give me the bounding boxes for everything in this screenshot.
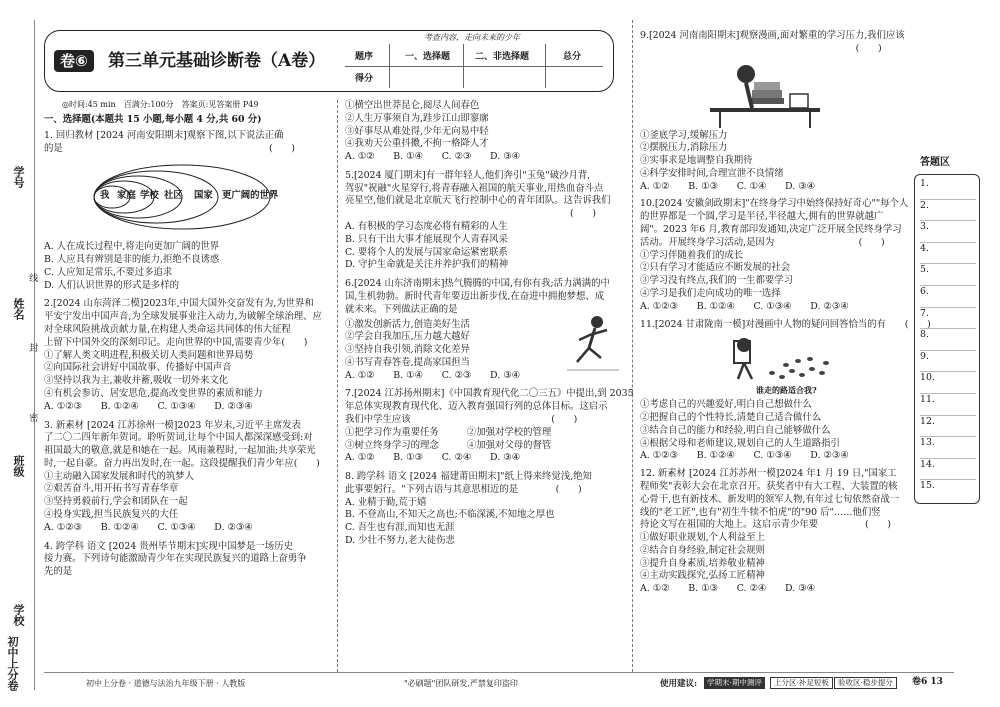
statement: ②向国际社会讲好中国故事、传播好中国声音 <box>44 362 232 374</box>
diagram-label: 更广阔的世界 <box>222 190 279 202</box>
option[interactable]: D. 人们认识世界的形式是多样的 <box>44 279 180 291</box>
school-label: 学校 <box>11 604 25 626</box>
question-text: 活动。开展终身学习活动,是因为 ( ) <box>640 236 885 248</box>
statement: ②艰苦奋斗,用开拓书写青春华章 <box>44 483 179 495</box>
class-label: 班级 <box>11 455 25 477</box>
statement: ③树立终身学习的理念 ④加强对父母的督管 <box>345 439 552 451</box>
question-6 <box>345 278 629 316</box>
stress-cartoon <box>640 58 912 130</box>
answer-line-13[interactable]: 13. <box>920 437 976 459</box>
answer-line-14[interactable]: 14. <box>920 459 976 481</box>
question-5 <box>345 170 629 272</box>
left-margin <box>0 0 36 707</box>
question-text: 对全球风险挑战贡献力量,在构建人类命运共同体的伟大征程 <box>44 324 291 336</box>
question-text: 1. 回归教材 [2024 河南安阳期末]观察下图,以下说法正确 <box>44 129 284 141</box>
option-row[interactable]: A. ①②③ B. ①②④ C. ①③④ D. ②③④ <box>640 450 849 462</box>
brand-label: 初中上分卷 <box>5 636 19 691</box>
diagram-label: 我 <box>100 190 110 202</box>
statement: ③实事求是地调整自我期待 <box>640 155 753 167</box>
cut-mark: 线 <box>27 273 38 282</box>
question-text: 亮星空,他们就是北京航天飞行控制中心的青年团队。这告诉我们 <box>345 195 611 207</box>
question-text: 了二〇二四年新年贺词。聆听贺词,让每个中国人都深深感受到:对 <box>44 432 313 444</box>
statement: ②人生万事须自为,跬步江山即寥廓 <box>345 112 489 124</box>
answer-line-9[interactable]: 9. <box>920 351 976 373</box>
footer-center: "必刷题"团队研发,严禁复印盗印 <box>404 679 518 688</box>
answer-line-6[interactable]: 6. <box>920 286 976 308</box>
student-id-label: 学号 <box>11 166 25 188</box>
runner-illustration <box>561 312 625 376</box>
statement: ②学会自我加压,压力越大越好 <box>345 331 470 343</box>
question-text: 线的"老工匠",也有"初生牛犊不怕虎"的"90 后"……他们竖 <box>640 506 881 518</box>
question-3 <box>44 420 332 535</box>
answer-line-10[interactable]: 10. <box>920 372 976 394</box>
answer-line-8[interactable]: 8. <box>920 329 976 351</box>
question-text: 5.[2024 厦门期末]有一群年轻人,他们奔引"玉兔"破沙月背, <box>345 169 591 181</box>
question-2 <box>44 298 332 413</box>
question-text: 阔"。2023 年6 月,教育部印发通知,决定广泛开展全民终身学习 <box>640 224 902 236</box>
answer-line-11[interactable]: 11. <box>920 394 976 416</box>
question-7 <box>345 388 634 465</box>
diagram-label: 国家 <box>194 190 213 202</box>
statement: ③坚持勇毅前行,学会和团队在一起 <box>44 496 188 508</box>
answer-line-4[interactable]: 4. <box>920 243 976 265</box>
option[interactable]: A. 业精于勤,荒于嬉 <box>345 496 427 508</box>
question-text: 上留下中国外交的深刻印记。走向世界的中国,需要青少年( ) <box>44 336 308 348</box>
option[interactable]: B. 只有干出大事才能展现个人青春风采 <box>345 233 508 245</box>
option-row[interactable]: A. ①② B. ①③ C. ②④ D. ③④ <box>345 452 521 464</box>
score-cell: 总分 <box>563 52 582 62</box>
answer-line-3[interactable]: 3. <box>920 221 976 243</box>
question-text: 9.[2024 河南南阳期末]观察漫画,面对繁重的学习压力,我们应该 <box>640 30 905 41</box>
question-text: 4. 跨学科 语文 [2024 贵州毕节期末]实现中国梦是一场历史 <box>44 540 293 552</box>
option-row[interactable]: A. ①②③ B. ①②④ C. ①③④ D. ②③④ <box>640 300 849 312</box>
statement: ④根据父母和老师建议,规划自己的人生道路指引 <box>640 437 840 449</box>
statement: ①把学习作为重要任务 ②加强对学校的管理 <box>345 426 552 438</box>
question-4-cont <box>345 100 629 164</box>
question-4 <box>44 541 332 579</box>
statement: ③坚持自我引领,消除文化差异 <box>345 344 470 356</box>
score-cell: 一、选择题 <box>405 52 451 62</box>
score-cell: 得分 <box>355 74 374 84</box>
question-text: 的世界都是一个圆,学习是半径,半径越大,拥有的世界就越广 <box>640 211 884 223</box>
statement: ①做好职业规划,个人利益至上 <box>640 532 765 544</box>
statement: ①主动融入国家发展和时代的筑梦人 <box>44 470 195 482</box>
answer-line-2[interactable]: 2. <box>920 200 976 222</box>
page-number: 卷6 13 <box>912 677 943 687</box>
statement: ④科学安排时间,合理宣泄不良情绪 <box>640 167 784 179</box>
question-text: 10.[2024 安徽剑政期末]"在终身学习中始终保持好奇心""每个人 <box>640 198 909 210</box>
cut-mark: 封 <box>27 343 38 352</box>
column-1 <box>44 114 332 581</box>
question-text: 持论文写在祖国的大地上。这启示青少年要 ( ) <box>640 519 892 531</box>
option-row[interactable]: A. ①②③ B. ①②④ C. ①③④ D. ②③④ <box>44 521 253 533</box>
option-row[interactable]: A. ①② B. ①④ C. ②③ D. ③④ <box>345 369 521 381</box>
answer-line-5[interactable]: 5. <box>920 264 976 286</box>
score-table <box>345 44 605 88</box>
usage-chip: 学期末·期中测评 <box>704 677 765 689</box>
question-9-options <box>640 130 912 194</box>
question-1-options <box>44 241 332 292</box>
column-2 <box>345 100 634 550</box>
statement: ②结合自身经验,制定社会规则 <box>640 544 765 556</box>
exam-info: ◎时间:45 min 百满分:100分 答案页:见答案册 P49 <box>62 100 259 109</box>
section-heading: 一、选择题(本题共 15 小题,每小题 4 分,共 60 分) <box>44 114 262 125</box>
statement: ②摆脱压力,消除压力 <box>640 142 728 154</box>
option[interactable]: C. 人应知足常乐,不要过多追求 <box>44 266 173 278</box>
question-text: 先的是 <box>44 566 73 578</box>
answer-line-12[interactable]: 12. <box>920 416 976 438</box>
question-text: 7.[2024 江苏扬州期末]《中国教育现代化二〇三五》中提出,到 2035 <box>345 388 634 400</box>
statement: ③提升自身素质,培养敬业精神 <box>640 557 765 569</box>
question-9 <box>640 30 912 56</box>
question-text: 程师奖"表彰大会在北京召开。获奖者中有大工程、大装置的核 <box>640 480 898 492</box>
question-text: 时,一起自豪。奋力再出发时,在一起。这段提醒我们青少年应( ) <box>44 457 320 469</box>
question-11 <box>640 318 931 332</box>
statement: ②把握自己的个性特长,清楚自己适合做什么 <box>640 412 822 424</box>
usage-chip: 上分区·补足短板 <box>770 677 833 689</box>
question-text: 的是 ( ) <box>44 142 296 154</box>
option[interactable]: B. 不登高山,不知天之高也;不临深溪,不知地之厚也 <box>345 509 555 521</box>
statement: ④书写青春答卷,提高家国担当 <box>345 356 470 368</box>
diagram-label: 家庭 <box>117 190 136 202</box>
question-text: 国,生机勃勃。新时代青年要迈出新步伐,在奋进中拥抱梦想、成 <box>345 290 605 302</box>
statement: ④我劝天公重抖擞,不拘一格降人才 <box>345 138 489 150</box>
option-row[interactable]: A. ①② B. ①③ C. ①④ D. ③④ <box>640 180 816 192</box>
score-cell: 二、非选择题 <box>475 52 530 62</box>
cut-mark: 密 <box>27 413 38 422</box>
page-title: 第三单元基础诊断卷（A卷） <box>108 51 326 71</box>
statement: ③坚持以我为主,兼收并蓄,吸收一切外来文化 <box>44 375 229 387</box>
question-8 <box>345 471 629 548</box>
question-12 <box>640 468 912 596</box>
option-row[interactable]: A. ①② B. ①④ C. ②③ D. ③④ <box>345 151 521 163</box>
diagram-label: 学校 <box>140 190 159 202</box>
question-text: ( ) <box>640 42 882 54</box>
option[interactable]: C. 吾生也有涯,而知也无涯 <box>345 522 455 534</box>
name-label: 姓名 <box>11 298 25 320</box>
option-row[interactable]: A. ①②③ B. ①②④ C. ①③④ D. ②③④ <box>44 400 253 412</box>
statement: ①激发创新活力,创造美好生活 <box>345 318 470 330</box>
question-text: 驾驭"祝融"火星穿行,将青春融入祖国的航天事业,用热血奋斗点 <box>345 182 604 194</box>
question-text: 接力赛。下列诗句能激励青少年在实现民族复兴的道路上奋勇争 <box>44 553 307 565</box>
score-cell: 题序 <box>355 52 374 62</box>
question-text: 此事要躬行。"下列古语与其意思相近的是 ( ) <box>345 483 582 495</box>
question-text: 11.[2024 甘肃陇南一模]对漫画中人物的疑问回答恰当的有 ( ) <box>640 318 931 330</box>
answer-lines <box>920 178 976 502</box>
statement: ①釜底学习,缓解压力 <box>640 129 728 141</box>
statement: ①了解人类文明进程,积极关切人类问题和世界局势 <box>44 349 254 361</box>
statement: ③结合自己的能力和经验,明白自己能够做什么 <box>640 424 831 436</box>
diagram-label: 社区 <box>164 190 183 202</box>
option-row[interactable]: A. ①② B. ①③ C. ②④ D. ③④ <box>640 583 816 595</box>
answer-line-7[interactable]: 7. <box>920 308 976 330</box>
question-text: 2.[2024 山东菏泽二模]2023年,中国大国外交奋发有为,为世界和 <box>44 298 314 310</box>
question-1 <box>44 130 332 156</box>
question-text: 我们中学生应该 ( ) <box>345 413 578 425</box>
option[interactable]: C. 要将个人的发展与国家命运紧密联系 <box>345 246 508 258</box>
question-text: 年总体实现教育现代化、迈入教育强国行列的总体目标。这启示 <box>345 401 608 413</box>
statement: ④有机会参访、居安思危,提高改变世界的素质和能力 <box>44 387 263 399</box>
statement: ①横空出世莽昆仑,阅尽人间春色 <box>345 100 480 111</box>
answer-line-1[interactable]: 1. <box>920 178 976 200</box>
statement: ①考虑自己的兴趣爱好,明白自己想做什么 <box>640 399 812 411</box>
answer-area <box>914 150 994 510</box>
path-cartoon <box>640 333 912 399</box>
circles-svg <box>44 157 332 237</box>
footer-left: 初中上分卷 · 道德与法治九年级下册 · 人教版 <box>86 679 246 688</box>
answer-area-title: 答题区 <box>920 157 950 168</box>
statement: ②只有学习才能适应不断发展的社会 <box>640 262 791 274</box>
statement: ④投身实践,担当民族复兴的大任 <box>44 508 179 520</box>
slogan: 考查内容，走向未来的少年 <box>424 33 520 42</box>
option[interactable]: D. 少壮不努力,老大徒伤悲 <box>345 535 455 546</box>
question-text: 平安宁发出中国声音,为全球发展事业注入动力,为破解全球治理、应 <box>44 311 322 323</box>
option[interactable]: A. 人在成长过程中,将走向更加广阔的世界 <box>44 241 220 253</box>
statement: ③好事尽从难处得,少年无向易中轻 <box>345 125 489 137</box>
question-text: 12. 新素材 [2024 江苏苏州一模]2024 年1 月 19 日,"国家工 <box>640 468 897 480</box>
paper-badge: 卷⑥ <box>54 50 94 72</box>
path-cartoon-svg <box>640 333 912 387</box>
question-text: 6.[2024 山东济南期末]热气腾腾的中国,有你有我;活力满满的中 <box>345 278 610 290</box>
statement: ④学习是我们走向成功的唯一选择 <box>640 287 781 299</box>
question-text: 8. 跨学科 语文 [2024 福建莆田期末]"纸上得来终觉浅,绝知 <box>345 471 592 483</box>
option[interactable]: B. 人应具有辨别是非的能力,拒绝不良诱惑 <box>44 254 220 266</box>
question-text: 就未来。下列做法正确的是 <box>345 303 458 315</box>
option[interactable]: D. 守护生命就是关注并养护我们的精神 <box>345 259 509 271</box>
usage-label: 使用建议: <box>660 679 698 689</box>
statement: ③学习没有终点,我们的一生都要学习 <box>640 275 793 287</box>
nested-circles-diagram <box>44 157 332 237</box>
question-text: 心骨干,也有新技术、新发明的领军人物,有年过七旬依然奋战一 <box>640 493 900 505</box>
statement: ①学习伴随着我们的成长 <box>640 249 744 261</box>
cartoon-caption: 谁走的路适合我? <box>756 385 817 396</box>
usage-chip: 验收区·稳步提分 <box>834 677 897 689</box>
question-text: 祖国最大的敬意,就是和她在一起。风雨兼程时,一起加油;共享荣光 <box>44 445 316 457</box>
question-10 <box>640 198 912 313</box>
statement: ④主动实践探究,弘扬工匠精神 <box>640 570 765 582</box>
question-11-options <box>640 399 912 463</box>
answer-line-15[interactable]: 15. <box>920 480 935 492</box>
question-text: 3. 新素材 [2024 江苏徐州一模]2023 年岁末,习近平主席发表 <box>44 419 302 431</box>
question-text: ( ) <box>345 208 597 220</box>
option[interactable]: A. 有积极的学习态度必将有精彩的人生 <box>345 221 508 233</box>
